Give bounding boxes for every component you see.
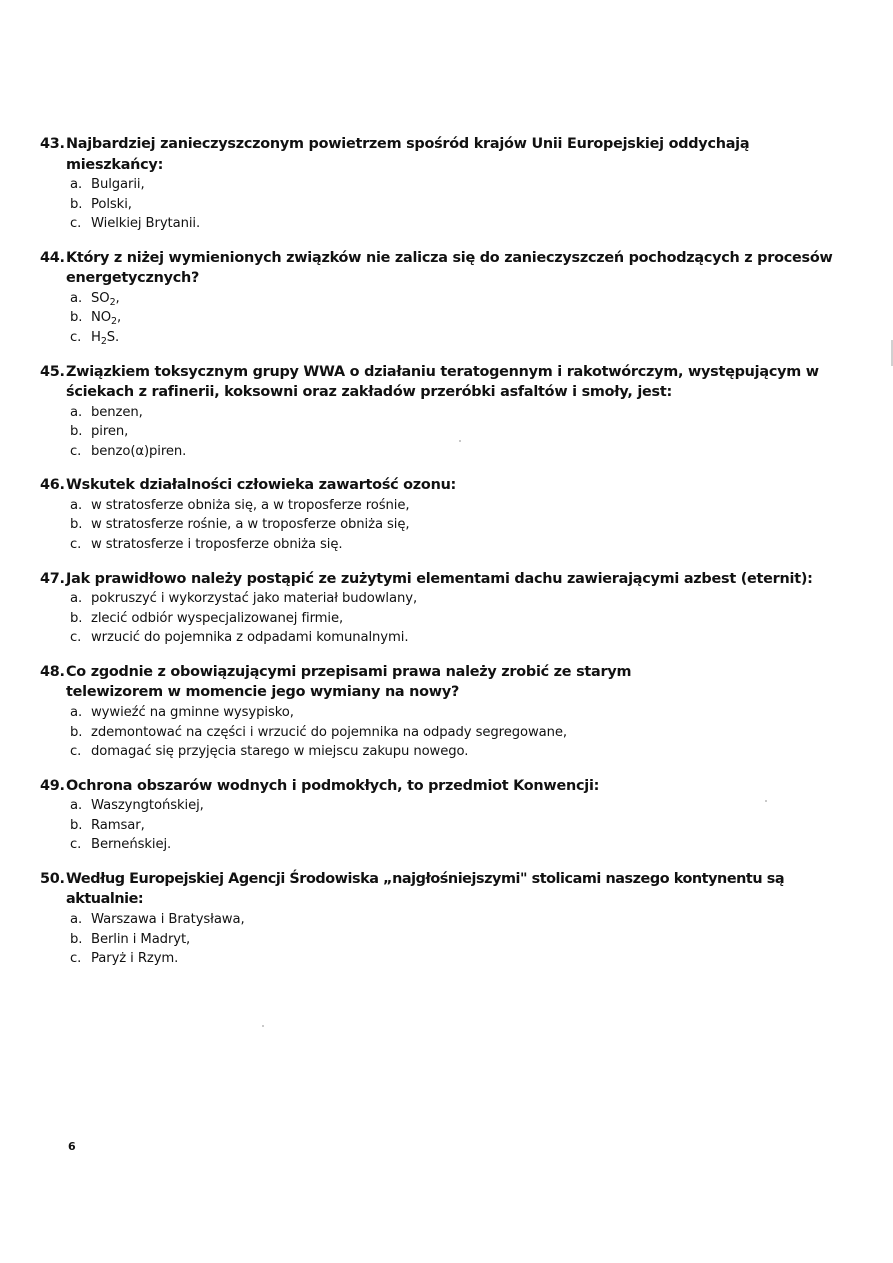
option-text: w stratosferze rośnie, a w troposferze obniża się, [91,517,410,533]
question-text: Który z niżej wymienionych związków nie zalicza się do zanieczyszczeń pochodzących z procesów energetycznych? [66,249,833,287]
answer-options [40,910,840,969]
option-letter: a. [70,497,83,513]
option-letter: c. [70,951,82,967]
answer-option [70,910,840,930]
answer-option [70,403,840,423]
answer-option [70,723,840,743]
question-number: 44. [40,249,65,266]
question-text: Według Europejskiej Agencji Środowiska „najgłośniejszymi" stolicami naszego kontynentu są aktualnie: [66,870,785,908]
answer-option [70,703,840,723]
option-letter: c. [70,537,82,553]
question-43 [40,134,840,234]
option-letter: c. [70,443,82,459]
question-heading [40,248,840,289]
option-text: w stratosferze i troposferze obniża się. [91,537,343,553]
option-text: wywieźć na gminne wysypisko, [91,704,294,720]
answer-option [70,175,840,195]
answer-option [70,328,840,348]
question-text: Związkiem toksycznym grupy WWA o działaniu teratogennym i rakotwórczym, występującym w ściekach z rafinerii, koksowni oraz zakładów przeróbki asfaltów i smoły, jest: [66,363,819,401]
answer-option [70,289,840,309]
answer-option [70,535,840,555]
answer-option [70,442,840,462]
option-text: Warszawa i Bratysława, [91,911,245,927]
scan-speck [459,440,461,442]
option-text: zdemontować na części i wrzucić do pojemnika na odpady segregowane, [91,724,567,740]
question-number: 43. [40,136,65,152]
question-number: 49. [40,777,65,794]
option-text: Paryż i Rzym. [91,951,179,967]
answer-option [70,515,840,535]
option-letter: c. [70,744,82,760]
answer-options [40,703,840,762]
option-letter: b. [70,931,83,947]
question-heading [40,569,840,590]
question-heading [40,662,840,703]
option-letter: a. [70,704,83,720]
option-text: Waszyngtońskiej, [91,798,204,814]
answer-option [70,742,840,762]
question-number: 48. [40,663,65,680]
option-letter: a. [70,798,83,814]
answer-option [70,589,840,609]
option-letter: a. [70,911,83,927]
option-letter: b. [70,517,83,533]
chemical-formula [91,328,840,348]
question-list [40,134,840,983]
question-text: Co zgodnie z obowiązującymi przepisami prawa należy zrobić ze starym telewizorem w momencie jego wymiany na nowy? [66,663,632,701]
question-heading [40,475,840,496]
answer-option [70,949,840,969]
option-text: Berneńskiej. [91,837,172,853]
option-letter: b. [70,610,83,626]
question-45 [40,362,840,462]
option-text: Ramsar, [91,817,145,833]
option-text: Polski, [91,196,132,212]
option-text: Wielkiej Brytanii. [91,216,201,232]
answer-option [70,930,840,950]
answer-option [70,835,840,855]
question-49 [40,776,840,855]
chemical-formula [91,308,840,328]
answer-option [70,422,840,442]
question-text: Wskutek działalności człowieka zawartość ozonu: [66,477,457,494]
question-heading [40,362,840,403]
option-letter: c. [70,837,82,853]
question-text: Najbardziej zanieczyszczonym powietrzem spośród krajów Unii Europejskiej oddychają mieszkańcy: [66,136,750,173]
question-47 [40,569,840,648]
question-number: 45. [40,363,65,380]
option-letter: b. [70,724,83,740]
answer-option [70,816,840,836]
option-letter: c. [70,329,82,345]
answer-option [70,796,840,816]
option-letter: c. [70,630,82,646]
option-letter: a. [70,404,83,420]
answer-option [70,628,840,648]
option-text: wrzucić do pojemnika z odpadami komunalnymi. [91,630,409,646]
scan-speck [765,800,767,802]
question-50 [40,869,840,969]
answer-options [40,403,840,462]
formula-subscript: 2 [109,296,116,308]
formula-base: NO [91,310,112,326]
answer-options [40,175,840,234]
option-text: piren, [91,424,129,440]
answer-options [40,289,840,348]
option-text: domagać się przyjęcia starego w miejscu zakupu nowego. [91,744,469,760]
option-letter: c. [70,216,82,232]
question-text: Jak prawidłowo należy postąpić ze zużytymi elementami dachu zawierającymi azbest (eternit): [66,570,813,587]
page-number: 6 [68,1140,76,1153]
option-text: pokruszyć i wykorzystać jako materiał budowlany, [91,591,418,607]
question-text: Ochrona obszarów wodnych i podmokłych, to przedmiot Konwencji: [66,777,600,794]
option-letter: a. [70,177,83,192]
question-46 [40,475,840,554]
formula-subscript: 2 [100,335,107,347]
option-letter: b. [70,817,83,833]
option-text: Bulgarii, [91,177,145,192]
formula-base: H [91,329,101,345]
answer-option [70,214,840,234]
answer-option [70,308,840,328]
answer-option [70,609,840,629]
formula-suffix: , [117,310,122,326]
chemical-formula [91,289,840,309]
option-letter: a. [70,591,83,607]
answer-options [40,496,840,555]
question-number: 47. [40,570,65,587]
option-text: w stratosferze obniża się, a w troposferze rośnie, [91,497,410,513]
question-number: 46. [40,477,65,494]
question-heading [40,776,840,797]
formula-suffix: , [115,290,120,306]
formula-suffix: S. [106,329,120,345]
answer-options [40,589,840,648]
answer-options [40,796,840,855]
question-heading [40,134,840,175]
option-letter: b. [70,310,83,326]
option-text: Berlin i Madryt, [91,931,191,947]
scan-speck [262,1025,264,1027]
question-heading [40,869,840,910]
option-letter: b. [70,196,83,212]
question-number: 50. [40,870,65,887]
option-text: benzen, [91,404,143,420]
question-48 [40,662,840,762]
option-text: benzo(α)piren. [91,443,187,459]
option-letter: b. [70,424,83,440]
answer-option [70,496,840,516]
answer-option [70,195,840,215]
formula-base: SO [91,290,110,306]
option-text: zlecić odbiór wyspecjalizowanej firmie, [91,610,344,626]
formula-subscript: 2 [111,316,117,328]
option-letter: a. [70,290,83,306]
question-44 [40,248,840,348]
